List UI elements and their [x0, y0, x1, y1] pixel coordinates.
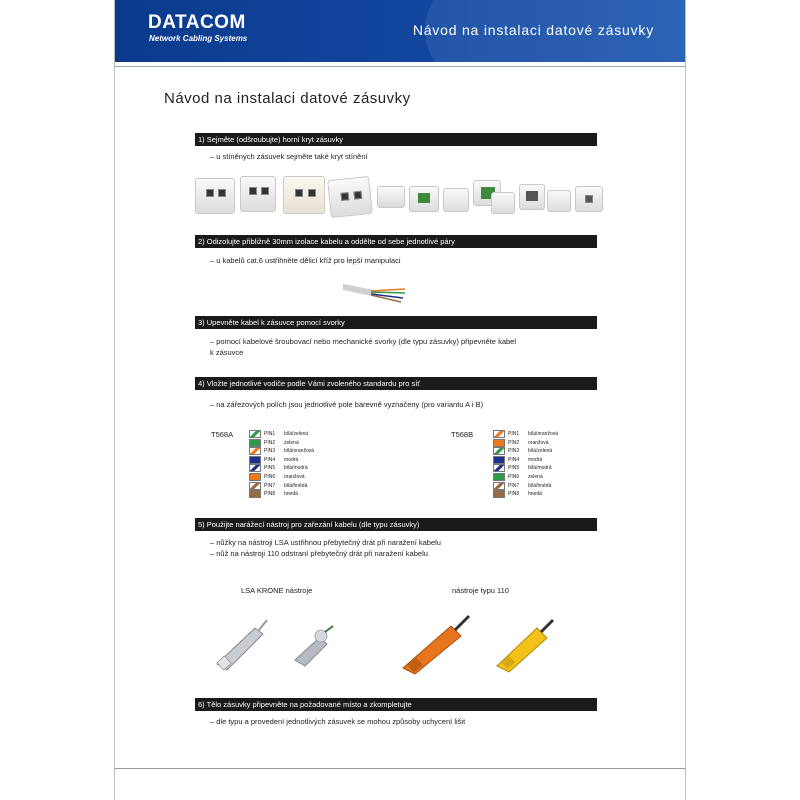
- wire-color-swatch: [493, 482, 505, 490]
- wire-color-swatch: [249, 482, 261, 490]
- section-5-heading: 5) Použijte narážecí nástroj pro zařezání kabelu (dle typu zásuvky): [195, 518, 597, 531]
- pin-color-name: modrá: [528, 456, 543, 463]
- lsa-tool-photo: [291, 624, 339, 668]
- socket-photo: [491, 192, 515, 214]
- pin-number: PIN8: [264, 491, 276, 498]
- socket-photo: [519, 184, 545, 210]
- lsa-tool-photo: [211, 616, 273, 672]
- socket-photos: [195, 172, 605, 222]
- section-2-heading: 2) Odizolujte přibližně 30mm izolace kabelu a oddělte od sebe jednotlivé páry: [195, 235, 597, 248]
- pin-color-name: oranžová: [284, 474, 305, 480]
- wire-color-swatch: [249, 456, 261, 464]
- wire-color-swatch: [493, 447, 505, 455]
- wire-color-swatch: [249, 447, 261, 455]
- wire-color-swatch: [249, 430, 261, 438]
- page-title: Návod na instalaci datové zásuvky: [164, 90, 411, 107]
- pin-number: PIN3: [264, 448, 276, 455]
- pin-number: PIN1: [264, 431, 276, 437]
- section-6-note: – dle typu a provedení jednotlivých zásuvek se mohou způsoby uchycení lišit: [210, 717, 466, 726]
- pin-number: PIN4: [508, 456, 520, 463]
- pin-color-name: bílá/oranžová: [528, 431, 559, 437]
- pin-color-name: oranžová: [528, 439, 549, 446]
- wire-color-swatch: [249, 464, 261, 472]
- section-3-note: – pomocí kabelové šroubovací nebo mechanické svorky (dle typu zásuvky) připevněte kabel: [210, 337, 516, 346]
- pin-color-name: bílá/modrá: [528, 465, 552, 472]
- pin-number: PIN7: [264, 482, 276, 489]
- pin-number: PIN5: [264, 465, 276, 472]
- pin-number: PIN2: [264, 439, 276, 446]
- lsa-tools-label: LSA KRONE nástroje: [241, 586, 313, 595]
- pin-color-name: bílá/zelená: [528, 448, 553, 455]
- pin-color-name: zelená: [528, 474, 543, 480]
- socket-photo: [240, 176, 276, 212]
- section-4-note: – na zářezových polích jsou jednotlivé pole barevně vyznačeny (pro variantu A i B): [210, 400, 484, 409]
- tool-110-orange-photo: [399, 612, 479, 676]
- socket-photo: [283, 176, 325, 214]
- wire-color-swatch: [249, 490, 261, 498]
- pin-number: PIN4: [264, 456, 276, 463]
- document-page: [114, 0, 686, 800]
- pin-color-name: zelená: [284, 439, 299, 446]
- section-2-note: – u kabelů cat.6 ustřihněte dělicí kříž pro lepší manipulaci: [210, 256, 401, 265]
- section-5-note: – nůž na nástroji 110 odstraní přebytečný drát při naražení kabelu: [210, 549, 428, 558]
- pin-number: PIN8: [508, 491, 520, 498]
- pin-color-name: bílá/hnědá: [284, 482, 308, 489]
- socket-photo: [377, 186, 405, 208]
- header-divider: [115, 66, 685, 67]
- wire-color-swatch: [493, 430, 505, 438]
- footer-divider: [115, 768, 685, 769]
- wire-color-swatch: [249, 473, 261, 481]
- pin-color-name: modrá: [284, 456, 299, 463]
- brand-subtitle: Network Cabling Systems: [149, 34, 248, 43]
- wire-color-swatch: [493, 490, 505, 498]
- section-6-heading: 6) Tělo zásuvky připevněte na požadované místo a zkompletujte: [195, 698, 597, 711]
- section-3-heading: 3) Upevněte kabel k zásuvce pomocí svorky: [195, 316, 597, 329]
- section-5-note: – nůžky na nástroji LSA ustřihnou přebytečný drát při naražení kabelu: [210, 538, 441, 547]
- socket-photo: [547, 190, 571, 212]
- wire-color-swatch: [493, 473, 505, 481]
- standard-a-label: T568A: [211, 430, 234, 439]
- socket-photo: [327, 176, 373, 218]
- pin-color-name: bílá/oranžová: [284, 448, 315, 455]
- section-1-note: – u stíněných zásuvek sejměte také kryt stínění: [210, 152, 368, 161]
- cable-photo: [343, 279, 409, 307]
- socket-photo: [443, 188, 469, 212]
- socket-photo: [409, 186, 439, 212]
- socket-photo: [195, 178, 235, 214]
- pin-number: PIN1: [508, 431, 520, 437]
- header-title: Návod na instalaci datové zásuvky: [412, 22, 654, 38]
- pin-number: PIN2: [508, 439, 520, 446]
- pin-number: PIN7: [508, 482, 520, 489]
- section-4-heading: 4) Vložte jednotlivé vodiče podle Vámi zvoleného standardu pro síť: [195, 377, 597, 390]
- wire-color-swatch: [249, 439, 261, 447]
- socket-photo: [575, 186, 603, 212]
- wire-color-swatch: [493, 456, 505, 464]
- tools-110-label: nástroje typu 110: [452, 586, 509, 595]
- section-1-heading: 1) Sejměte (odšroubujte) horní kryt zásuvky: [195, 133, 597, 146]
- pin-color-name: hnedá: [528, 491, 542, 498]
- pin-color-name: bílá/modrá: [284, 465, 308, 472]
- pin-color-name: hnedá: [284, 491, 298, 498]
- brand-logo: DATACOM: [148, 12, 246, 33]
- tool-110-yellow-photo: [493, 614, 563, 674]
- pin-number: PIN6: [508, 474, 520, 480]
- pin-color-name: bílá/hnědá: [528, 482, 552, 489]
- wire-color-swatch: [493, 439, 505, 447]
- standard-b-label: T568B: [451, 430, 474, 439]
- pin-number: PIN5: [508, 465, 520, 472]
- pin-color-name: bílá/zelená: [284, 431, 309, 437]
- wire-color-swatch: [493, 464, 505, 472]
- section-3-note: k zásuvce: [210, 348, 244, 357]
- pin-number: PIN6: [264, 474, 276, 480]
- header-banner: [115, 0, 685, 62]
- pin-number: PIN3: [508, 448, 520, 455]
